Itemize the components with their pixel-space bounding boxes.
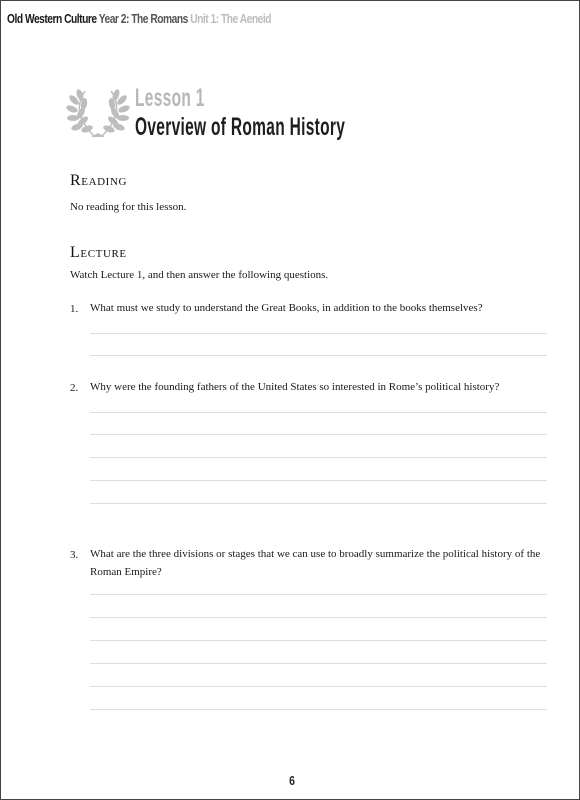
answer-line[interactable] bbox=[90, 663, 547, 664]
lesson-label: Lesson 1 bbox=[135, 84, 205, 112]
answer-line[interactable] bbox=[90, 434, 547, 435]
answer-line[interactable] bbox=[90, 503, 547, 504]
question-text: What are the three divisions or stages that we can use to broadly summarize the political history of the Roman Empire? bbox=[90, 548, 541, 578]
question-number: 1. bbox=[70, 303, 79, 315]
answer-line[interactable] bbox=[90, 709, 547, 710]
question-number: 3. bbox=[70, 549, 79, 561]
question-number: 2. bbox=[70, 382, 79, 394]
reading-heading: Reading bbox=[70, 172, 128, 189]
answer-line[interactable] bbox=[90, 333, 547, 334]
question-text: Why were the founding fathers of the United States so interested in Rome’s political history? bbox=[90, 381, 500, 393]
header-series: Old Western Culture bbox=[7, 12, 97, 26]
answer-line[interactable] bbox=[90, 355, 547, 356]
lecture-intro: Watch Lecture 1, and then answer the following questions. bbox=[70, 269, 329, 281]
header-unit: Unit 1: The Aeneid bbox=[190, 12, 271, 26]
answer-line[interactable] bbox=[90, 686, 547, 687]
page-number: 6 bbox=[289, 773, 295, 788]
reading-text: No reading for this lesson. bbox=[70, 201, 187, 213]
answer-line[interactable] bbox=[90, 480, 547, 481]
laurel-wreath-icon bbox=[65, 83, 131, 143]
running-header bbox=[7, 12, 271, 26]
question-text: What must we study to understand the Great Books, in addition to the books themselves? bbox=[90, 302, 483, 314]
lecture-heading: Lecture bbox=[70, 244, 127, 261]
answer-line[interactable] bbox=[90, 617, 547, 618]
answer-line[interactable] bbox=[90, 594, 547, 595]
answer-line[interactable] bbox=[90, 640, 547, 641]
lesson-title: Overview of Roman History bbox=[135, 113, 346, 141]
header-year: Year 2: The Romans bbox=[98, 12, 188, 26]
answer-line[interactable] bbox=[90, 457, 547, 458]
answer-line[interactable] bbox=[90, 412, 547, 413]
